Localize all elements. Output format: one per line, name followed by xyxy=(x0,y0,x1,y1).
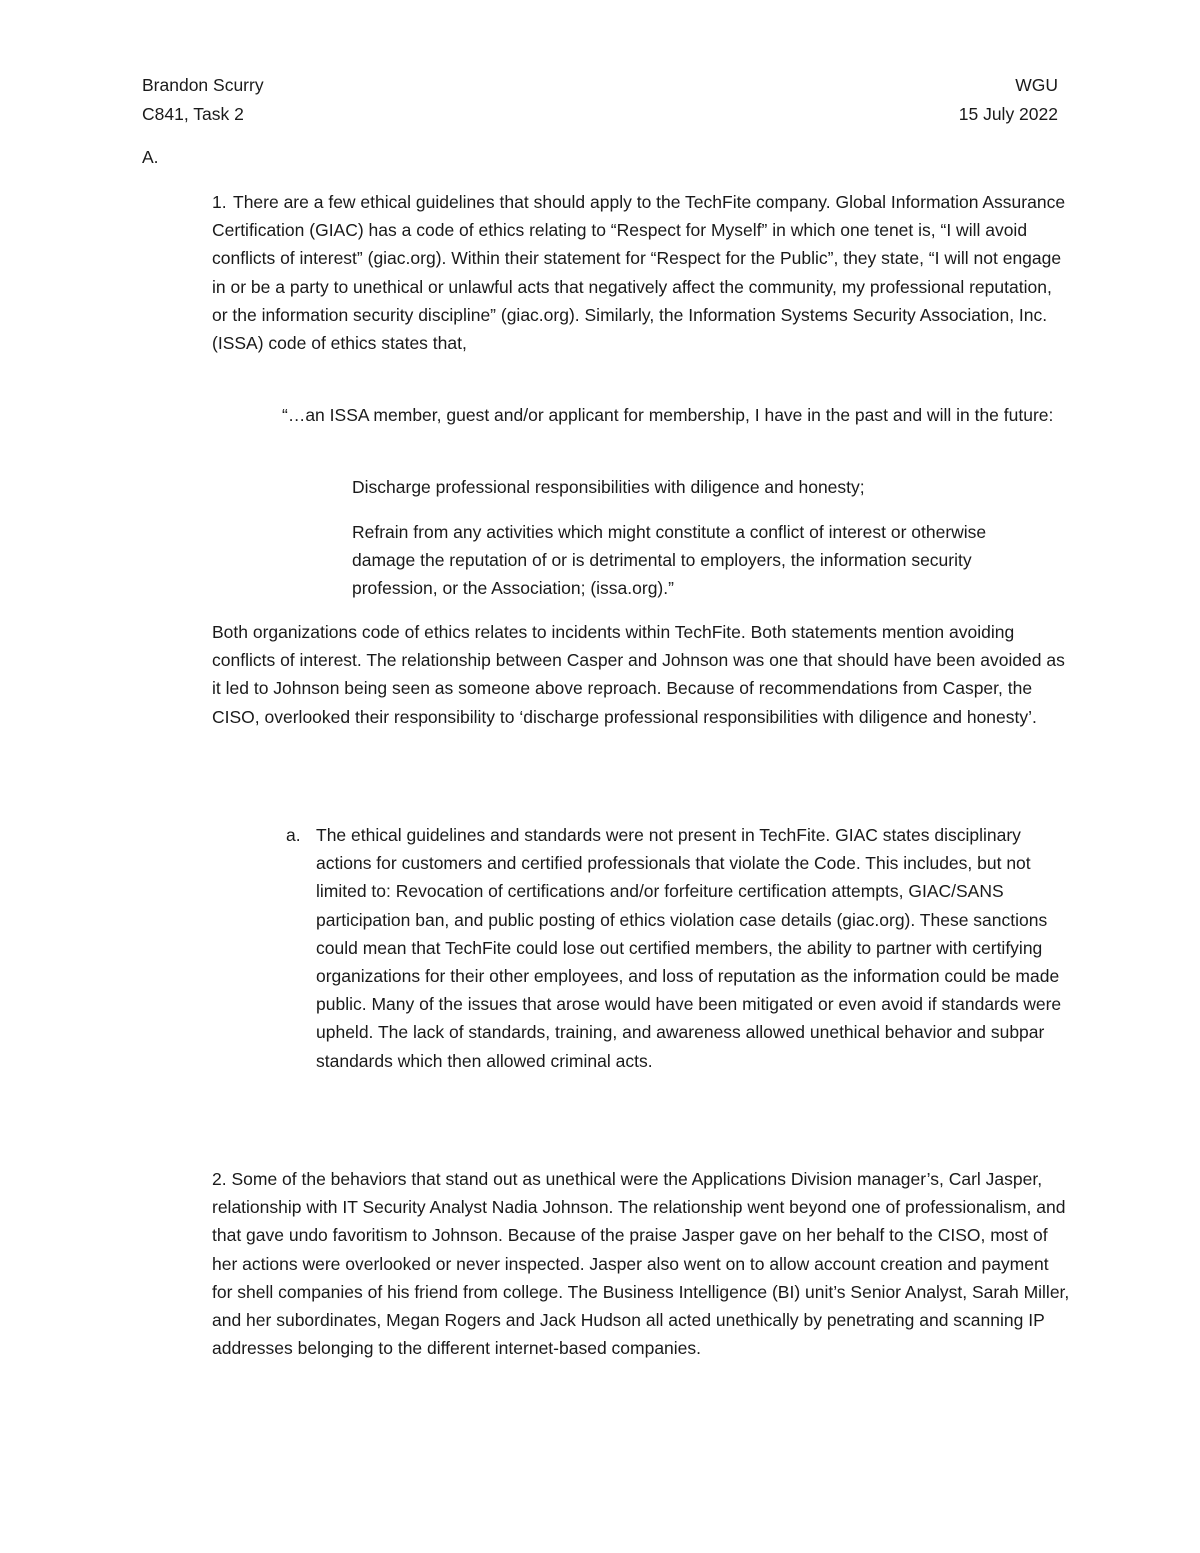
item1-paragraph: There are a few ethical guidelines that should apply to the TechFite company. Global Information Assurance Certification (GIAC) has a code of ethics relating to “Respect for Myself” in which one tenet is, “I will avoid conflicts of interest” (giac.org). Within their statement for “Respect for the Public”, they state, “I will not engage in or be a party to unethical or unlawful acts that negatively affect the community, my professional reputation, or the information security discipline” (giac.org). Similarly, the Information Systems Security Association, Inc. (ISSA) code of ethics states that, xyxy=(212,192,1066,354)
author-name: Brandon Scurry xyxy=(142,75,264,95)
quote-item-1: Discharge professional responsibilities with diligence and honesty; xyxy=(352,477,865,497)
quote-item-2: Refrain from any activities which might constitute a conflict of interest or otherwise damage the reputation of or is detrimental to employers, the information security profession, or the Association; (issa.org).” xyxy=(352,522,987,599)
section-label: A. xyxy=(142,147,159,167)
item-a-marker: a. xyxy=(286,825,301,845)
institution: WGU xyxy=(1015,75,1058,95)
course-task: C841, Task 2 xyxy=(142,104,244,124)
date: 15 July 2022 xyxy=(958,104,1058,124)
item-a-paragraph: The ethical guidelines and standards were not present in TechFite. GIAC states disciplinary actions for customers and certified professionals that violate the Code. This includes, but not limited to: Revocation of certifications and/or forfeiture certification attempts, GIAC/SANS participation ban, and public posting of ethics violation case details (giac.org). These sanctions could mean that TechFite could lose out certified members, the ability to partner with certifying organizations for their other employees, and loss of reputation as the information could be made public. Many of the issues that arose would have been mitigated or even avoid if standards were upheld. The lack of standards, training, and awareness allowed unethical behavior and subpar standards which then allowed criminal acts. xyxy=(316,825,1062,1071)
item1-number: 1. xyxy=(212,192,227,212)
both-organizations-paragraph: Both organizations code of ethics relates to incidents within TechFite. Both statements mention avoiding conflicts of interest. The relationship between Casper and Johnson was one that should have been avoided as it led to Johnson being seen as someone above reproach. Because of recommendations from Casper, the CISO, overlooked their responsibility to ‘discharge professional responsibilities with diligence and honesty’. xyxy=(212,622,1065,727)
quote-intro: “…an ISSA member, guest and/or applicant for membership, I have in the past and will in the future: xyxy=(282,405,1054,425)
item2-paragraph: 2. Some of the behaviors that stand out as unethical were the Applications Division manager’s, Carl Jasper, relationship with IT Security Analyst Nadia Johnson. The relationship went beyond one of professionalism, and that gave undo favoritism to Johnson. Because of the praise Jasper gave on her behalf to the CISO, most of her actions were overlooked or never inspected. Jasper also went on to allow account creation and payment for shell companies of his friend from college. The Business Intelligence (BI) unit’s Senior Analyst, Sarah Miller, and her subordinates, Megan Rogers and Jack Hudson all acted unethically by penetrating and scanning IP addresses belonging to the different internet-based companies. xyxy=(212,1169,1070,1359)
